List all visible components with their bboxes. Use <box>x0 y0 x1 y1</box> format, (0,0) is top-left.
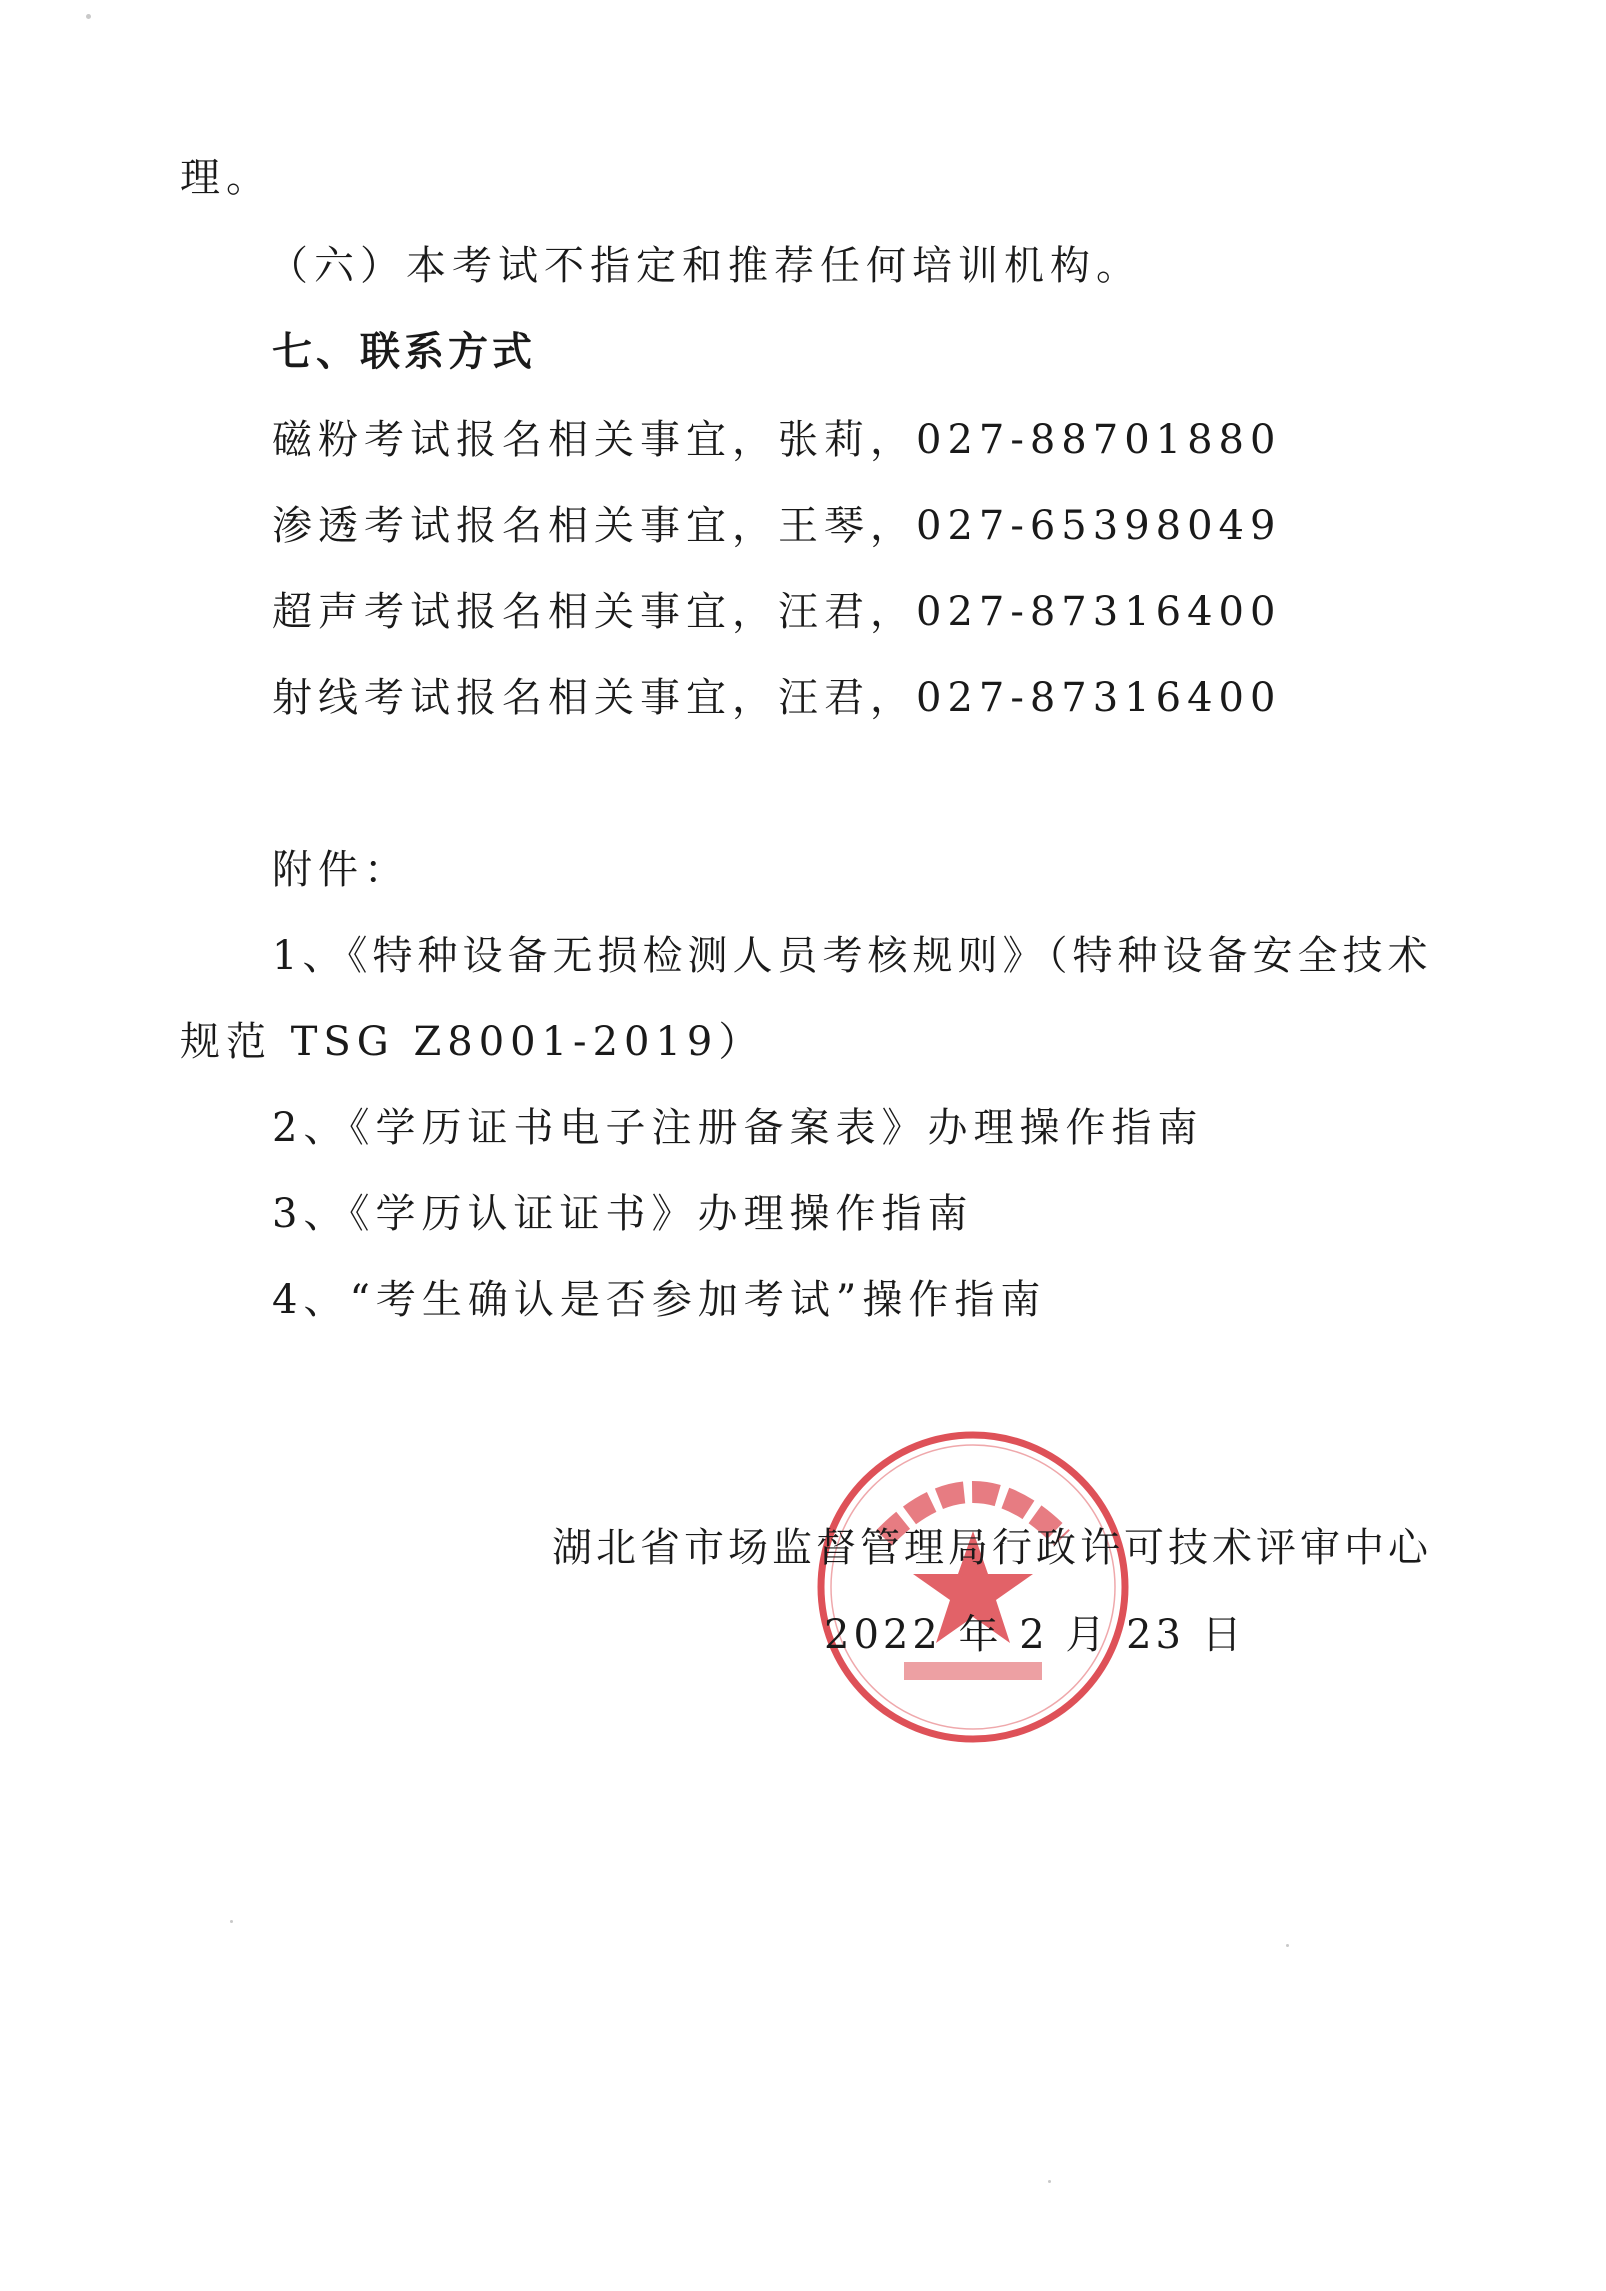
scan-speck <box>230 1920 233 1923</box>
contact-line-radiographic: 射线考试报名相关事宜，汪君，027-87316400 <box>272 675 1282 721</box>
attachment-item-4: 4、“考生确认是否参加考试”操作指南 <box>272 1277 1047 1323</box>
attachment-item-1-continued: 规范 TSG Z8001-2019） <box>180 1019 765 1065</box>
attachment-item-1: 1、《特种设备无损检测人员考核规则》（特种设备安全技术 <box>272 933 1433 979</box>
paragraph-continuation: 理。 <box>180 155 272 201</box>
issuing-organization: 湖北省市场监督管理局行政许可技术评审中心 <box>552 1525 1432 1571</box>
scan-speck <box>86 14 91 19</box>
official-seal <box>812 1426 1134 1748</box>
contact-line-ultrasonic: 超声考试报名相关事宜，汪君，027-87316400 <box>272 589 1282 635</box>
scan-speck <box>1048 2180 1051 2183</box>
paragraph-item-six: （六）本考试不指定和推荐任何培训机构。 <box>268 243 1142 289</box>
attachment-item-3: 3、《学历认证证书》办理操作指南 <box>272 1191 974 1237</box>
issue-date: 2022 年 2 月 23 日 <box>824 1612 1246 1658</box>
attachments-label: 附件： <box>272 847 410 893</box>
section-heading-contact: 七、联系方式 <box>272 329 536 375</box>
attachment-item-2: 2、《学历证书电子注册备案表》办理操作指南 <box>272 1105 1204 1151</box>
contact-line-magnetic: 磁粉考试报名相关事宜，张莉，027-88701880 <box>272 417 1282 463</box>
scan-speck <box>1286 1944 1289 1947</box>
contact-line-penetrant: 渗透考试报名相关事宜，王琴，027-65398049 <box>272 503 1282 549</box>
